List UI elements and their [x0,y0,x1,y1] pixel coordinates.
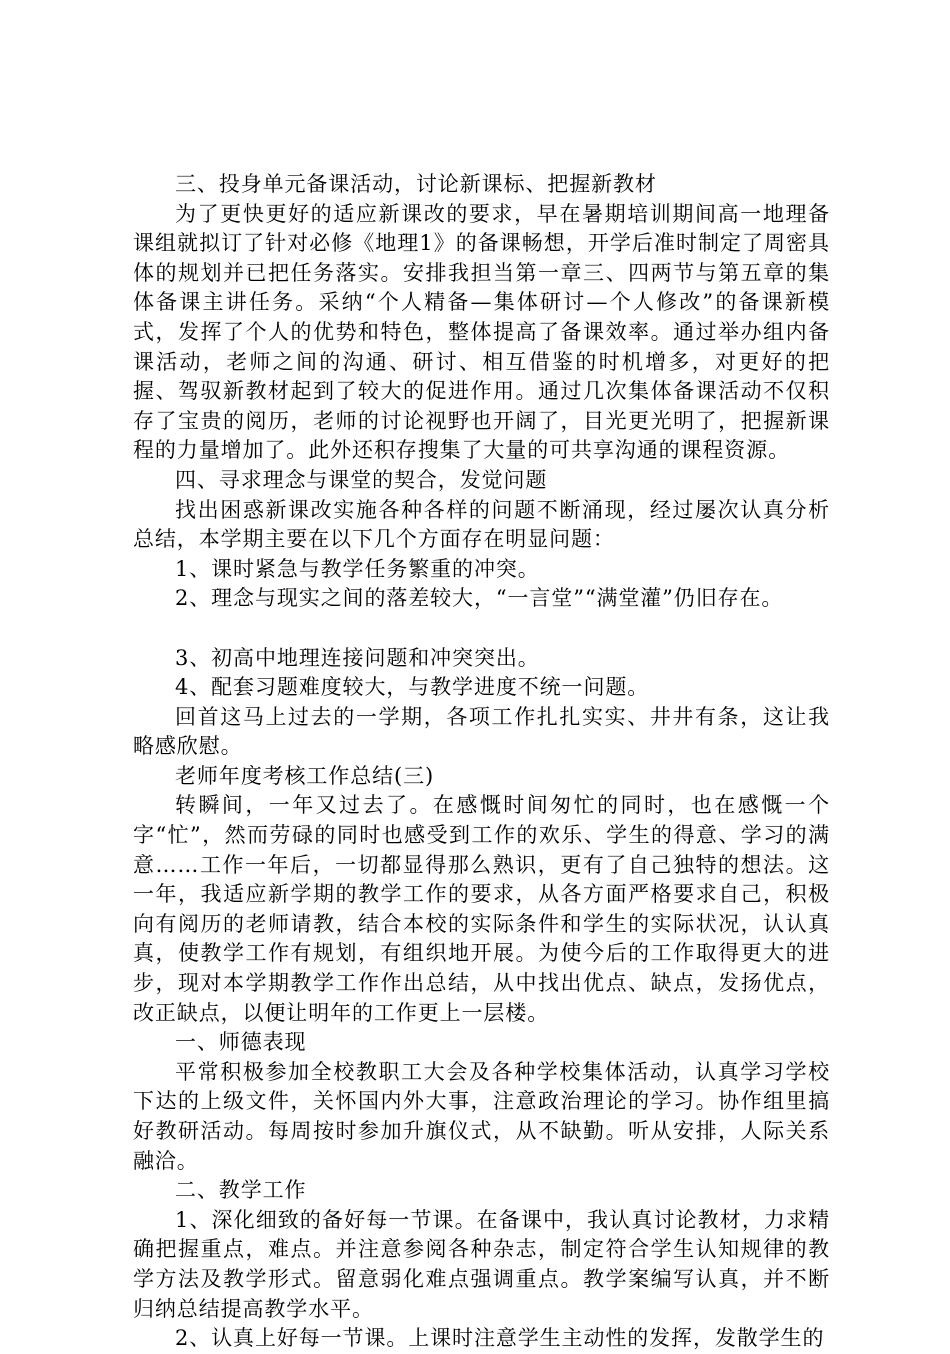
paragraph: 转瞬间，一年又过去了。在感慨时间匆忙的同时，也在感慨一个字“忙”，然而劳碌的同时也感受到工作的欢乐、学生的得意、学习的满意……工作一年后，一切都显得那么熟识，更有了自己独特的想法。这一年，我适应新学期的教学工作的要求，从各方面严格要求自己，积极向有阅历的老师请教，结合本校的实际条件和学生的实际状况，认认真真，使教学工作有规划，有组织地开展。为使今后的工作取得更大的进步，现对本学期教学工作作出总结，从中找出优点、缺点，发扬优点，改正缺点，以便让明年的工作更上一层楼。 [133,793,830,1025]
paragraph: 回首这马上过去的一学期，各项工作扎扎实实、井井有条，这让我略感欣慰。 [133,704,830,759]
list-item: 2、理念与现实之间的落差较大，“一言堂”“满堂灌”仍旧存在。 [175,586,784,611]
paragraph: 找出困惑新课改实施各种各样的问题不断涌现，经过屡次认真分析总结，本学期主要在以下几个方面存在明显问题： [133,497,830,552]
blank-line [133,614,830,644]
document-body [133,170,830,1354]
paragraph: 2、认真上好每一节课。上课时注意学生主动性的发挥，发散学生的 [175,1326,825,1351]
heading-ethics: 一、师德表现 [175,1030,307,1055]
paragraph: 平常积极参加全校教职工大会及各种学校集体活动，认真学习学校下达的上级文件，关怀国内外大事，注意政治理论的学习。协作组里搞好教研活动。每周按时参加升旗仪式，从不缺勤。听从安排，人际关系融洽。 [133,1059,830,1173]
list-item: 3、初高中地理连接问题和冲突突出。 [175,645,540,670]
list-item: 1、课时紧急与教学任务繁重的冲突。 [175,556,540,581]
section-title: 老师年度考核工作总结(三) [175,763,435,788]
paragraph: 1、深化细致的备好每一节课。在备课中，我认真讨论教材，力求精确把握重点，难点。并注意参阅各种杂志，制定符合学生认知规律的教学方法及教学形式。留意弱化难点强调重点。教学案编写认真，并不断归纳总结提高教学水平。 [133,1207,830,1321]
heading-section-3: 三、投身单元备课活动，讨论新课标、把握新教材 [175,172,657,196]
heading-teaching: 二、教学工作 [175,1178,307,1203]
heading-section-4: 四、寻求理念与课堂的契合，发觉问题 [175,467,548,492]
list-item: 4、配套习题难度较大，与教学进度不统一问题。 [175,675,650,700]
paragraph: 为了更快更好的适应新课改的要求，早在暑期培训期间高一地理备课组就拟订了针对必修《地理1》的备课畅想，开学后准时制定了周密具体的规划并已把任务落实。安排我担当第一章三、四两节与第五章的集体备课主讲任务。采纳“个人精备—集体研讨—个人修改”的备课新模式，发挥了个人的优势和特色，整体提高了备课效率。通过举办组内备课活动，老师之间的沟通、研讨、相互借鉴的时机增多，对更好的把握、驾驭新教材起到了较大的促进作用。通过几次集体备课活动不仅积存了宝贵的阅历，老师的讨论视野也开阔了，目光更光明了，把握新课程的力量增加了。此外还积存搜集了大量的可共享沟通的课程资源。 [133,201,830,463]
